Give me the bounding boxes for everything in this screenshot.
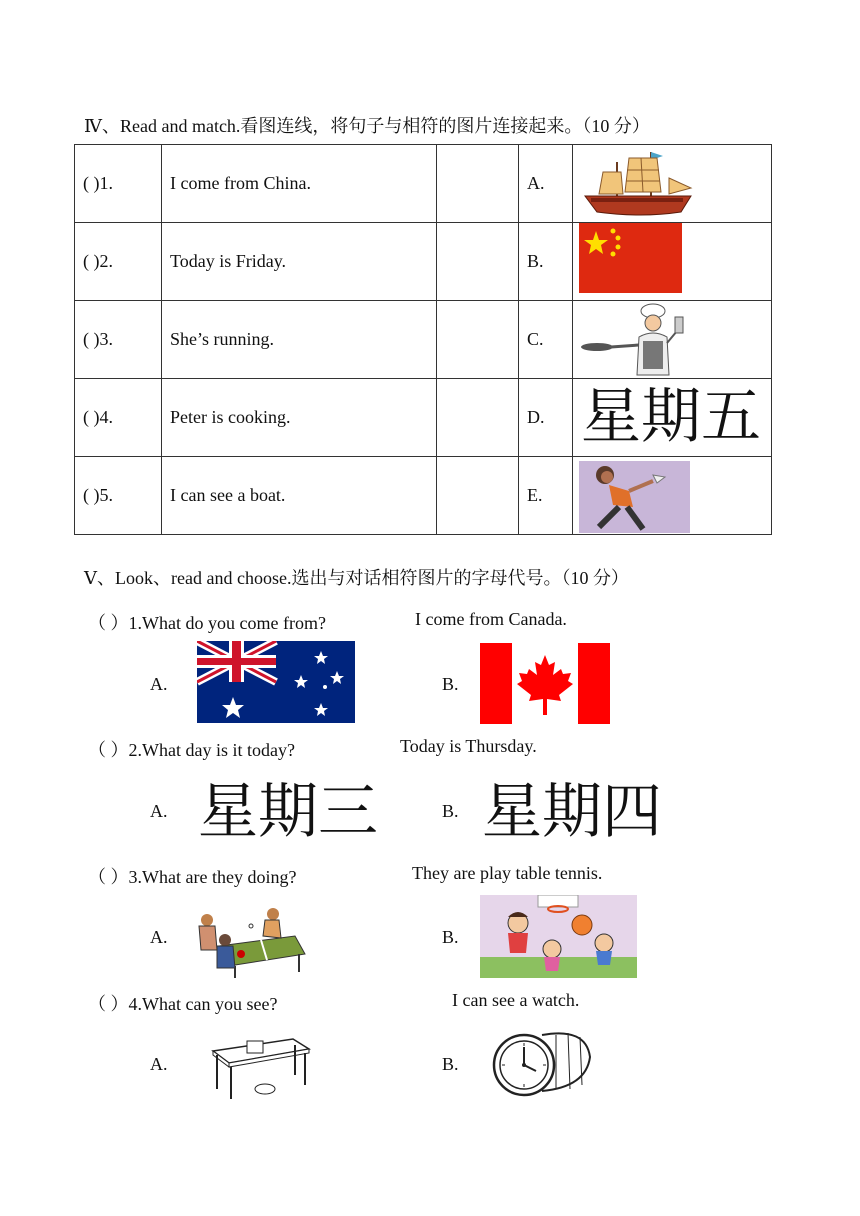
row-number: ( )4. <box>75 379 162 457</box>
section-5-title: Ⅴ、Look、read and choose.选出与对话相符图片的字母代号。（10 分） <box>84 568 629 588</box>
row-sentence: I come from China. <box>162 145 437 223</box>
option-b-label: B. <box>442 801 459 821</box>
blank-cell <box>437 223 519 301</box>
blank-cell <box>437 301 519 379</box>
option-a-label: A. <box>150 801 168 821</box>
row-number: ( )1. <box>75 145 162 223</box>
answer-3: They are play table tennis. <box>412 863 603 883</box>
blank-cell <box>437 379 519 457</box>
option-a-label: A. <box>150 927 168 947</box>
table-row <box>75 223 772 301</box>
option-b-label: B. <box>442 1054 459 1074</box>
table-row <box>75 301 772 379</box>
question-2: （ ）2.What day is it today? <box>88 740 295 760</box>
wednesday-characters: 星期三 <box>198 777 378 847</box>
row-sentence: I can see a boat. <box>162 457 437 535</box>
answer-4: I can see a watch. <box>452 990 580 1010</box>
option-a-label: A. <box>150 1054 168 1074</box>
option-b-label: B. <box>442 674 459 694</box>
australia-flag <box>197 641 355 723</box>
table-row <box>75 379 772 457</box>
friday-characters: 星期五 <box>581 382 761 452</box>
question-4: （ ）4.What can you see? <box>88 994 278 1014</box>
answer-1: I come from Canada. <box>415 609 567 629</box>
option-a-label: A. <box>150 674 168 694</box>
row-letter: A. <box>519 145 573 223</box>
watch-picture <box>486 1027 592 1097</box>
basketball-picture <box>480 895 637 978</box>
row-letter: E. <box>519 457 573 535</box>
answer-2: Today is Thursday. <box>400 736 537 756</box>
section-4-title: Ⅳ、Read and match.看图连线，将句子与相符的图片连接起来。（10 分） <box>84 116 650 136</box>
thursday-characters: 星期四 <box>482 777 662 847</box>
table-picture <box>203 1031 311 1101</box>
blank-cell <box>437 145 519 223</box>
blank-cell <box>437 457 519 535</box>
table-tennis-picture <box>195 906 307 978</box>
friday-characters-cell <box>573 379 772 457</box>
table-row <box>75 457 772 535</box>
row-number: ( )3. <box>75 301 162 379</box>
row-number: ( )2. <box>75 223 162 301</box>
row-letter: C. <box>519 301 573 379</box>
question-3: （ ）3.What are they doing? <box>88 867 297 887</box>
chef-cooking-picture <box>573 301 772 379</box>
row-sentence: Today is Friday. <box>162 223 437 301</box>
row-number: ( )5. <box>75 457 162 535</box>
question-1: （ ）1.What do you come from? <box>88 613 326 633</box>
china-flag-picture <box>573 223 772 301</box>
table-row <box>75 145 772 223</box>
match-table <box>74 144 772 535</box>
girl-running-picture <box>573 457 772 535</box>
boat-picture <box>573 145 772 223</box>
row-sentence: Peter is cooking. <box>162 379 437 457</box>
canada-flag <box>480 643 610 724</box>
option-b-label: B. <box>442 927 459 947</box>
row-letter: B. <box>519 223 573 301</box>
row-letter: D. <box>519 379 573 457</box>
row-sentence: She’s running. <box>162 301 437 379</box>
